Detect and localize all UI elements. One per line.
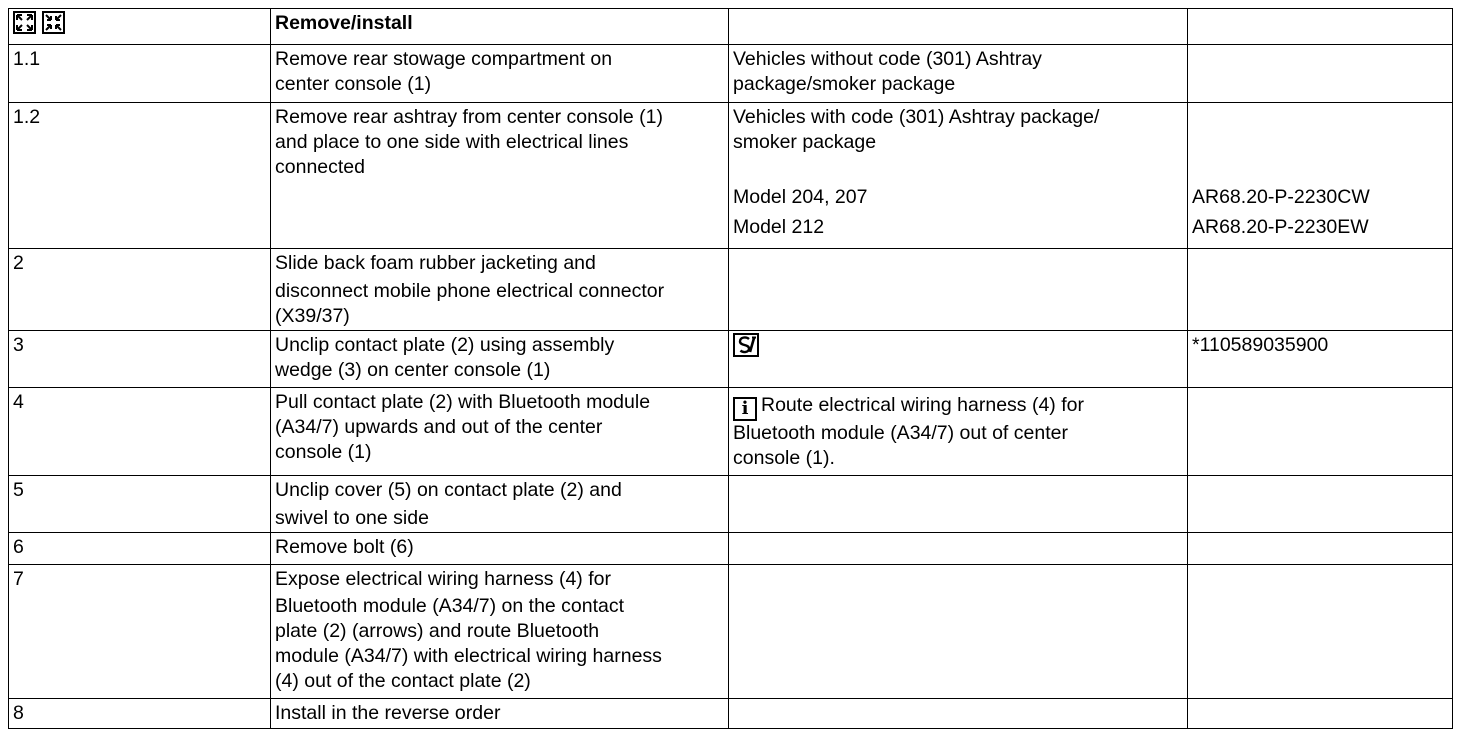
step-number: 1.1 [9, 45, 271, 103]
step-note: Vehicles with code (301) Ashtray package/ smoker package Model 204, 207 Model 212 [729, 103, 1188, 249]
step-note [729, 331, 1188, 388]
header-empty-cell [1188, 9, 1453, 45]
procedure-table [8, 8, 1453, 729]
document-link[interactable]: AR68.20-P-2230EW [1192, 216, 1369, 238]
step-action: Pull contact plate (2) with Bluetooth module (A34/7) upwards and out of the center console (1) [271, 388, 729, 476]
table-header-row [9, 9, 1453, 45]
step-reference [1188, 388, 1453, 476]
special-tool-icon[interactable] [733, 333, 759, 357]
step-action: Remove bolt (6) [271, 533, 729, 565]
step-number: 7 [9, 565, 271, 699]
table-row [9, 45, 1453, 103]
step-action: Expose electrical wiring harness (4) for Bluetooth module (A34/7) on the contact plate (2) (arrows) and route Bluetooth module (A34/7) with electrical wiring harness (4) out of the contact plate (2) [271, 565, 729, 699]
table-row [9, 565, 1453, 699]
info-icon[interactable]: i [733, 397, 757, 421]
step-action: Unclip cover (5) on contact plate (2) and swivel to one side [271, 476, 729, 533]
step-number: 1.2 [9, 103, 271, 249]
step-reference [1188, 699, 1453, 729]
step-note [729, 476, 1188, 533]
step-action: Remove rear ashtray from center console (1) and place to one side with electrical lines connected [271, 103, 729, 249]
step-note: i Route electrical wiring harness (4) for Bluetooth module (A34/7) out of center console (1). [729, 388, 1188, 476]
step-reference [1188, 533, 1453, 565]
table-row [9, 103, 1453, 249]
step-action: Unclip contact plate (2) using assembly wedge (3) on center console (1) [271, 331, 729, 388]
step-note [729, 565, 1188, 699]
model-label: Model 212 [733, 216, 825, 238]
step-note [729, 699, 1188, 729]
step-reference [1188, 45, 1453, 103]
tool-number[interactable]: *110589035900 [1192, 334, 1329, 356]
header-title: Remove/install [271, 9, 729, 45]
table-row [9, 388, 1453, 476]
model-label: Model 204, 207 [733, 186, 868, 208]
header-empty-cell [729, 9, 1188, 45]
header-icons-cell [9, 9, 271, 45]
step-reference [1188, 249, 1453, 331]
step-note [729, 249, 1188, 331]
table-row [9, 249, 1453, 331]
step-number: 3 [9, 331, 271, 388]
step-number: 6 [9, 533, 271, 565]
table-row [9, 476, 1453, 533]
collapse-all-icon[interactable] [42, 11, 65, 34]
step-reference [1188, 103, 1453, 249]
step-number: 5 [9, 476, 271, 533]
step-number: 2 [9, 249, 271, 331]
table-row [9, 331, 1453, 388]
step-reference [1188, 476, 1453, 533]
step-action: Remove rear stowage compartment on center console (1) [271, 45, 729, 103]
table-row [9, 699, 1453, 729]
step-reference [1188, 565, 1453, 699]
step-number: 8 [9, 699, 271, 729]
expand-all-icon[interactable] [13, 11, 36, 34]
step-reference [1188, 331, 1453, 388]
step-note: Vehicles without code (301) Ashtray package/smoker package [729, 45, 1188, 103]
step-note [729, 533, 1188, 565]
step-number: 4 [9, 388, 271, 476]
table-row [9, 533, 1453, 565]
step-action: Install in the reverse order [271, 699, 729, 729]
step-action: Slide back foam rubber jacketing and disconnect mobile phone electrical connector (X39/37) [271, 249, 729, 331]
document-link[interactable]: AR68.20-P-2230CW [1192, 186, 1370, 208]
